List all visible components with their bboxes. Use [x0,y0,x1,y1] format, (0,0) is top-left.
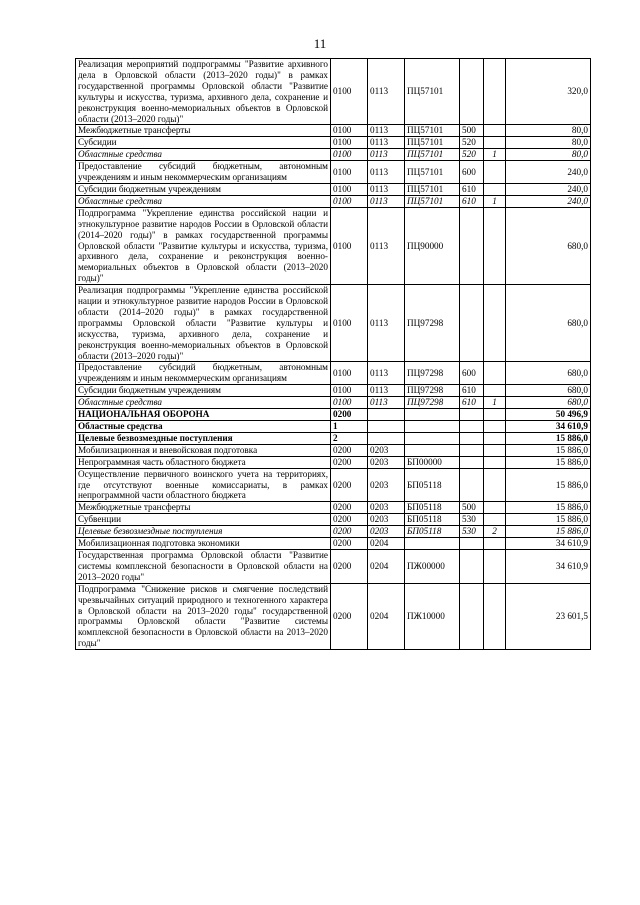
funding-source-code-cell [484,468,506,502]
section-code-cell: 0200 [331,514,368,526]
target-article-code-cell: ПЦ97298 [405,362,460,385]
expense-type-code-cell [460,444,484,456]
expense-type-code-cell [460,421,484,433]
subsection-code-cell: 0204 [368,583,405,649]
target-article-code-cell: ПЦ90000 [405,207,460,284]
table-row [76,285,591,362]
subsection-code-cell: 0203 [368,526,405,538]
section-code-cell: 1 [331,421,368,433]
funding-source-code-cell [484,456,506,468]
expense-type-code-cell: 500 [460,125,484,137]
expense-type-code-cell [460,207,484,284]
target-article-code-cell: БП00000 [405,456,460,468]
section-code-cell: 0100 [331,397,368,409]
amount-cell: 240,0 [506,195,591,207]
section-code-cell: 2 [331,432,368,444]
table-body [76,59,591,650]
amount-cell: 23 601,5 [506,583,591,649]
row-description-cell: Подпрограмма "Укрепление единства российской нации и этнокультурное развитие народов России в Орловской области (2014–2020 годы)" в рамках государственной программы Орловской области "Развитие культуры и искусства, туризма, архивного дела, сохранение и реконструкция военно-мемориальных объектов в Орловской области (2013–2020 годы)" [76,207,331,284]
table-row [76,526,591,538]
row-description-cell: Государственная программа Орловской области "Развитие системы комплексной безопасности в Орловской области на 2013–2020 годы" [76,549,331,583]
target-article-code-cell: БП05118 [405,514,460,526]
amount-cell: 15 886,0 [506,526,591,538]
amount-cell: 80,0 [506,137,591,149]
subsection-code-cell: 0203 [368,444,405,456]
funding-source-code-cell: 1 [484,397,506,409]
table-row [76,161,591,184]
funding-source-code-cell [484,514,506,526]
table-row [76,397,591,409]
target-article-code-cell: ПЦ57101 [405,59,460,125]
funding-source-code-cell [484,125,506,137]
subsection-code-cell: 0113 [368,149,405,161]
amount-cell: 15 886,0 [506,456,591,468]
row-description-cell: Подпрограмма "Снижение рисков и смягчение последствий чрезвычайных ситуаций природного и техногенного характера в Орловской области на 2013–2020 годы" государственной программы Орловской области "Развитие системы комплексной безопасности в Орловской области на 2013–2020 годы" [76,583,331,649]
table-row [76,125,591,137]
section-code-cell: 0200 [331,583,368,649]
section-code-cell: 0100 [331,362,368,385]
amount-cell: 680,0 [506,285,591,362]
amount-cell: 15 886,0 [506,432,591,444]
subsection-code-cell [368,409,405,421]
section-code-cell: 0100 [331,137,368,149]
table-row [76,583,591,649]
subsection-code-cell: 0203 [368,514,405,526]
amount-cell: 240,0 [506,183,591,195]
target-article-code-cell: ПЦ97298 [405,397,460,409]
funding-source-code-cell [484,183,506,195]
expense-type-code-cell: 500 [460,502,484,514]
target-article-code-cell [405,444,460,456]
funding-source-code-cell [484,421,506,433]
funding-source-code-cell: 1 [484,149,506,161]
table-row [76,362,591,385]
section-code-cell: 0200 [331,468,368,502]
subsection-code-cell: 0113 [368,195,405,207]
funding-source-code-cell [484,583,506,649]
amount-cell: 80,0 [506,149,591,161]
target-article-code-cell: ПЦ57101 [405,161,460,184]
row-description-cell: Предоставление субсидий бюджетным, автономным учреждениям и иным некоммерческим организациям [76,161,331,184]
subsection-code-cell: 0113 [368,183,405,195]
target-article-code-cell [405,421,460,433]
budget-table [75,58,591,650]
section-code-cell: 0200 [331,456,368,468]
target-article-code-cell: ПЖ10000 [405,583,460,649]
section-code-cell: 0100 [331,125,368,137]
expense-type-code-cell: 520 [460,137,484,149]
subsection-code-cell: 0204 [368,538,405,550]
funding-source-code-cell [484,137,506,149]
row-description-cell: Предоставление субсидий бюджетным, автономным учреждениям и иным некоммерческим организациям [76,362,331,385]
funding-source-code-cell [484,362,506,385]
expense-type-code-cell: 610 [460,397,484,409]
expense-type-code-cell: 600 [460,161,484,184]
section-code-cell: 0100 [331,385,368,397]
funding-source-code-cell [484,59,506,125]
expense-type-code-cell [460,285,484,362]
row-description-cell: Непрограммная часть областного бюджета [76,456,331,468]
expense-type-code-cell [460,583,484,649]
expense-type-code-cell [460,468,484,502]
expense-type-code-cell: 610 [460,183,484,195]
subsection-code-cell: 0113 [368,59,405,125]
funding-source-code-cell [484,161,506,184]
table-row [76,137,591,149]
row-description-cell: Областные средства [76,149,331,161]
table-row [76,468,591,502]
row-description-cell: Реализация мероприятий подпрограммы "Развитие архивного дела в Орловской области (2013–2020 годы)" в рамках государственной программы Орловской области "Развитие культуры и искусства, туризма, архивного дела, сохранение и реконструкция военно-мемориальных объектов в Орловской области (2013–2020 годы)" [76,59,331,125]
section-code-cell: 0200 [331,409,368,421]
expense-type-code-cell [460,59,484,125]
table-row [76,502,591,514]
amount-cell: 15 886,0 [506,444,591,456]
amount-cell: 50 496,9 [506,409,591,421]
table-row [76,183,591,195]
amount-cell: 240,0 [506,161,591,184]
row-description-cell: Межбюджетные трансферты [76,125,331,137]
expense-type-code-cell [460,538,484,550]
amount-cell: 15 886,0 [506,502,591,514]
target-article-code-cell [405,538,460,550]
row-description-cell: Осуществление первичного воинского учета на территориях, где отсутствуют военные комиссариаты, в рамках непрограммной части областного бюджета [76,468,331,502]
funding-source-code-cell [484,432,506,444]
amount-cell: 680,0 [506,207,591,284]
row-description-cell: Областные средства [76,421,331,433]
table-row [76,549,591,583]
row-description-cell: Целевые безвозмездные поступления [76,432,331,444]
funding-source-code-cell: 2 [484,526,506,538]
subsection-code-cell: 0113 [368,397,405,409]
table-row [76,456,591,468]
funding-source-code-cell [484,285,506,362]
row-description-cell: Межбюджетные трансферты [76,502,331,514]
row-description-cell: Реализация подпрограммы "Укрепление единства российской нации и этнокультурное развитие народов России в Орловской области (2014–2020 годы)" в рамках государственной программы Орловской области "Развитие культуры и искусства, туризма, архивного дела, сохранение и реконструкция военно-мемориальных объектов в Орловской области (2013–2020 годы)" [76,285,331,362]
target-article-code-cell: БП05118 [405,526,460,538]
subsection-code-cell: 0113 [368,385,405,397]
subsection-code-cell: 0113 [368,125,405,137]
subsection-code-cell [368,421,405,433]
target-article-code-cell: БП05118 [405,502,460,514]
section-code-cell: 0100 [331,207,368,284]
funding-source-code-cell [484,502,506,514]
row-description-cell: Субсидии бюджетным учреждениям [76,385,331,397]
expense-type-code-cell: 530 [460,514,484,526]
amount-cell: 15 886,0 [506,514,591,526]
funding-source-code-cell [484,409,506,421]
row-description-cell: Мобилизационная и вневойсковая подготовка [76,444,331,456]
target-article-code-cell [405,409,460,421]
subsection-code-cell: 0113 [368,207,405,284]
expense-type-code-cell [460,432,484,444]
row-description-cell: НАЦИОНАЛЬНАЯ ОБОРОНА [76,409,331,421]
expense-type-code-cell: 610 [460,385,484,397]
amount-cell: 680,0 [506,397,591,409]
funding-source-code-cell: 1 [484,195,506,207]
expense-type-code-cell [460,456,484,468]
funding-source-code-cell [484,549,506,583]
target-article-code-cell: ПЦ57101 [405,183,460,195]
table-row [76,207,591,284]
table-row [76,59,591,125]
target-article-code-cell: ПЦ57101 [405,195,460,207]
target-article-code-cell: БП05118 [405,468,460,502]
row-description-cell: Мобилизационная подготовка экономики [76,538,331,550]
subsection-code-cell: 0113 [368,137,405,149]
section-code-cell: 0100 [331,195,368,207]
section-code-cell: 0100 [331,149,368,161]
subsection-code-cell: 0113 [368,285,405,362]
target-article-code-cell: ПЦ57101 [405,149,460,161]
amount-cell: 34 610,9 [506,538,591,550]
page-number: 11 [313,36,327,51]
section-code-cell: 0100 [331,59,368,125]
expense-type-code-cell [460,549,484,583]
row-description-cell: Областные средства [76,397,331,409]
section-code-cell: 0200 [331,444,368,456]
target-article-code-cell: ПЦ97298 [405,285,460,362]
subsection-code-cell: 0203 [368,468,405,502]
subsection-code-cell: 0204 [368,549,405,583]
funding-source-code-cell [484,538,506,550]
amount-cell: 680,0 [506,385,591,397]
section-code-cell: 0200 [331,549,368,583]
table-row [76,514,591,526]
amount-cell: 34 610,9 [506,421,591,433]
table-row [76,421,591,433]
section-code-cell: 0100 [331,183,368,195]
section-code-cell: 0200 [331,526,368,538]
funding-source-code-cell [484,207,506,284]
amount-cell: 80,0 [506,125,591,137]
table-row [76,538,591,550]
amount-cell: 34 610,9 [506,549,591,583]
table-row [76,195,591,207]
row-description-cell: Субвенции [76,514,331,526]
row-description-cell: Целевые безвозмездные поступления [76,526,331,538]
table-row [76,409,591,421]
section-code-cell: 0200 [331,502,368,514]
subsection-code-cell: 0203 [368,502,405,514]
expense-type-code-cell: 610 [460,195,484,207]
target-article-code-cell: ПЦ57101 [405,137,460,149]
section-code-cell: 0100 [331,161,368,184]
amount-cell: 680,0 [506,362,591,385]
amount-cell: 15 886,0 [506,468,591,502]
target-article-code-cell: ПЦ97298 [405,385,460,397]
section-code-cell: 0100 [331,285,368,362]
target-article-code-cell [405,432,460,444]
funding-source-code-cell [484,385,506,397]
subsection-code-cell: 0113 [368,362,405,385]
expense-type-code-cell: 600 [460,362,484,385]
subsection-code-cell: 0113 [368,161,405,184]
target-article-code-cell: ПЖ00000 [405,549,460,583]
subsection-code-cell [368,432,405,444]
table-row [76,432,591,444]
expense-type-code-cell: 530 [460,526,484,538]
target-article-code-cell: ПЦ57101 [405,125,460,137]
expense-type-code-cell [460,409,484,421]
row-description-cell: Областные средства [76,195,331,207]
funding-source-code-cell [484,444,506,456]
table-row [76,385,591,397]
row-description-cell: Субсидии бюджетным учреждениям [76,183,331,195]
section-code-cell: 0200 [331,538,368,550]
table-row [76,149,591,161]
table-row [76,444,591,456]
row-description-cell: Субсидии [76,137,331,149]
amount-cell: 320,0 [506,59,591,125]
subsection-code-cell: 0203 [368,456,405,468]
expense-type-code-cell: 520 [460,149,484,161]
